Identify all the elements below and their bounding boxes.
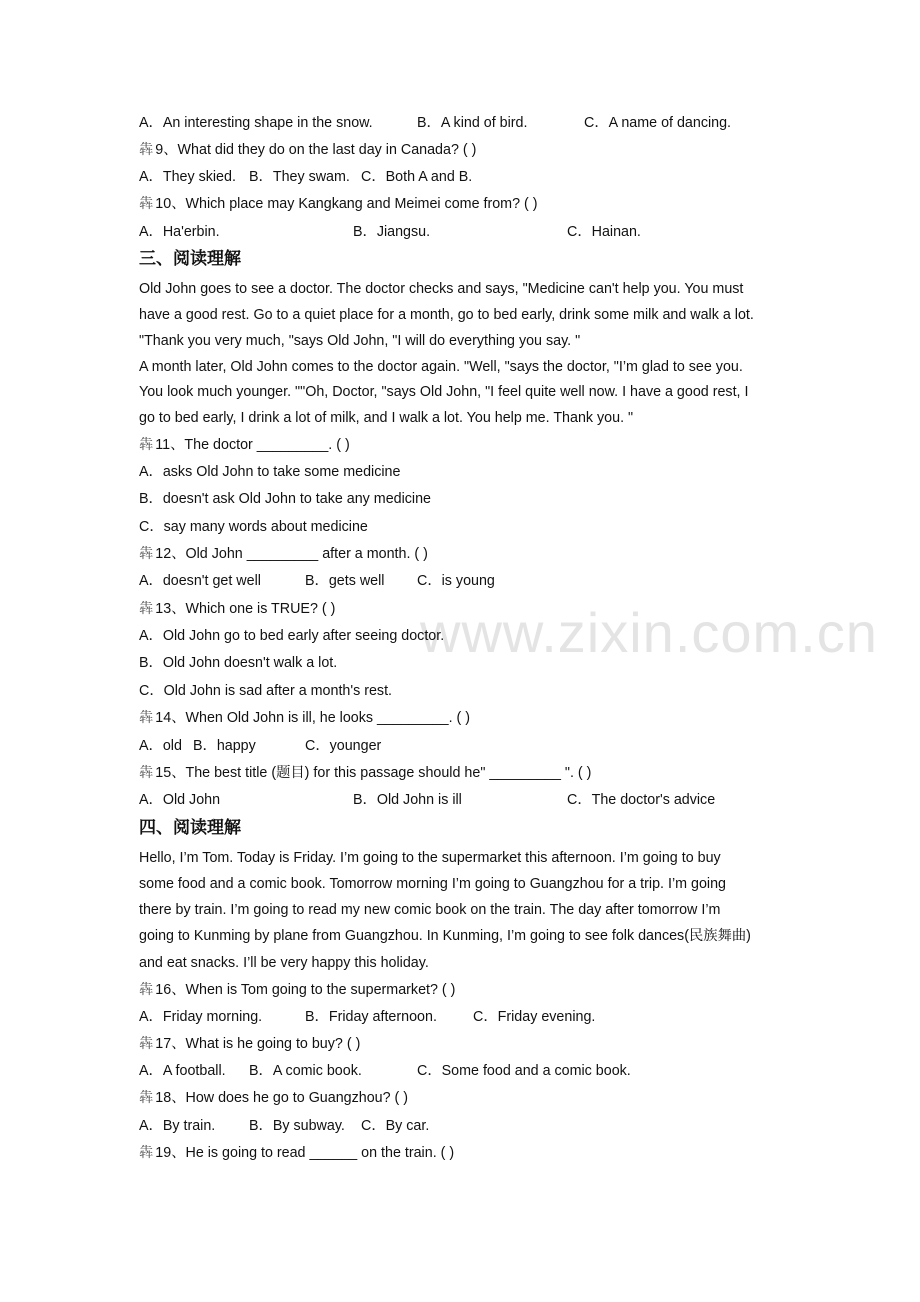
option-c: C．The doctor's advice — [567, 792, 716, 808]
question-mark-glyph: 犇 — [139, 546, 154, 562]
option-a: A．old — [139, 738, 182, 754]
question-text: 11、The doctor _________. ( ) — [155, 437, 350, 453]
option-a: A．asks Old John to take some medicine — [139, 464, 401, 480]
option-b: B．happy — [193, 738, 256, 754]
option-b: B．A kind of bird. — [417, 115, 528, 131]
question-mark-glyph: 犇 — [139, 1036, 154, 1052]
passage-line: and eat snacks. I’ll be very happy this holiday. — [139, 955, 429, 971]
option-a: A．doesn't get well — [139, 573, 261, 589]
option-b: B．Old John is ill — [353, 792, 462, 808]
passage-line: some food and a comic book. Tomorrow morning I’m going to Guangzhou for a trip. I’m going — [139, 876, 727, 892]
option-b: B．They swam. — [249, 169, 350, 185]
option-c: C．Hainan. — [567, 224, 641, 240]
option-c: C．A name of dancing. — [584, 115, 732, 131]
question-mark-glyph: 犇 — [139, 601, 154, 617]
question-text: 12、Old John _________ after a month. ( ) — [155, 546, 428, 562]
question-14 — [139, 709, 470, 727]
question-17 — [139, 1035, 360, 1053]
option-b: B．Old John doesn't walk a lot. — [139, 655, 338, 671]
question-text: 19、He is going to read ______ on the train. ( ) — [155, 1145, 455, 1161]
option-b: B．gets well — [305, 573, 385, 589]
question-mark-glyph: 犇 — [139, 982, 154, 998]
option-b: B．By subway. — [249, 1118, 345, 1134]
option-a: A．By train. — [139, 1118, 216, 1134]
passage-line: go to bed early, I drink a lot of milk, and I walk a lot. You help me. Thank you. " — [139, 410, 634, 426]
option-c: C．Friday evening. — [473, 1009, 596, 1025]
option-b: B．A comic book. — [249, 1063, 362, 1079]
option-c: C．younger — [305, 738, 382, 754]
option-c: C．Both A and B. — [361, 169, 473, 185]
passage-line: going to Kunming by plane from Guangzhou. In Kunming, I’m going to see folk dances(民族舞曲) — [139, 928, 751, 944]
question-19 — [139, 1144, 454, 1162]
option-b: B．Jiangsu. — [353, 224, 431, 240]
option-c: C．is young — [417, 573, 495, 589]
question-13 — [139, 600, 335, 618]
question-12 — [139, 545, 428, 563]
question-mark-glyph: 犇 — [139, 1090, 154, 1106]
option-a: A．They skied. — [139, 169, 236, 185]
passage-line: A month later, Old John comes to the doctor again. "Well, "says the doctor, "I’m glad to see you. — [139, 359, 743, 375]
question-text: 9、What did they do on the last day in Canada? ( ) — [155, 142, 477, 158]
question-mark-glyph: 犇 — [139, 710, 154, 726]
section-4-heading: 四、阅读理解 — [139, 818, 241, 838]
section-3-heading: 三、阅读理解 — [139, 249, 241, 269]
option-a: A．Old John — [139, 792, 221, 808]
watermark: www.zixin.com.cn — [420, 601, 878, 664]
question-text: 15、The best title (题目) for this passage should he" _________ ". ( ) — [155, 765, 592, 781]
question-mark-glyph: 犇 — [139, 437, 154, 453]
question-text: 13、Which one is TRUE? ( ) — [155, 601, 336, 617]
passage-line: have a good rest. Go to a quiet place for a month, go to bed early, drink some milk and walk a lot. — [139, 307, 754, 323]
question-15 — [139, 764, 591, 782]
question-text: 18、How does he go to Guangzhou? ( ) — [155, 1090, 409, 1106]
passage-line: You look much younger. ""Oh, Doctor, "says Old John, "I feel quite well now. I have a good rest, I — [139, 384, 749, 400]
question-11 — [139, 436, 350, 454]
question-mark-glyph: 犇 — [139, 1145, 154, 1161]
passage-line: Old John goes to see a doctor. The doctor checks and says, "Medicine can't help you. You must — [139, 281, 744, 297]
question-text: 17、What is he going to buy? ( ) — [155, 1036, 361, 1052]
question-text: 16、When is Tom going to the supermarket? ( ) — [155, 982, 456, 998]
passage-line: there by train. I’m going to read my new comic book on the train. The day after tomorrow I’m — [139, 902, 721, 918]
question-mark-glyph: 犇 — [139, 765, 154, 781]
option-c: C．Old John is sad after a month's rest. — [139, 683, 393, 699]
option-c: C．say many words about medicine — [139, 519, 368, 535]
option-a: A．An interesting shape in the snow. — [139, 115, 373, 131]
question-10 — [139, 195, 538, 213]
option-b: B．doesn't ask Old John to take any medicine — [139, 491, 432, 507]
question-9 — [139, 141, 476, 159]
option-a: A．A football. — [139, 1063, 226, 1079]
option-b: B．Friday afternoon. — [305, 1009, 437, 1025]
question-text: 10、Which place may Kangkang and Meimei come from? ( ) — [155, 196, 538, 212]
question-mark-glyph: 犇 — [139, 196, 154, 212]
question-mark-glyph: 犇 — [139, 142, 154, 158]
question-16 — [139, 981, 455, 999]
question-18 — [139, 1089, 408, 1107]
option-c: C．By car. — [361, 1118, 430, 1134]
option-a: A．Old John go to bed early after seeing doctor. — [139, 628, 445, 644]
question-text: 14、When Old John is ill, he looks _________. ( ) — [155, 710, 471, 726]
option-a: A．Ha'erbin. — [139, 224, 220, 240]
option-c: C．Some food and a comic book. — [417, 1063, 631, 1079]
passage-line: Hello, I’m Tom. Today is Friday. I’m going to the supermarket this afternoon. I’m going to buy — [139, 850, 721, 866]
passage-line: "Thank you very much, "says Old John, "I will do everything you say. " — [139, 333, 581, 349]
option-a: A．Friday morning. — [139, 1009, 263, 1025]
